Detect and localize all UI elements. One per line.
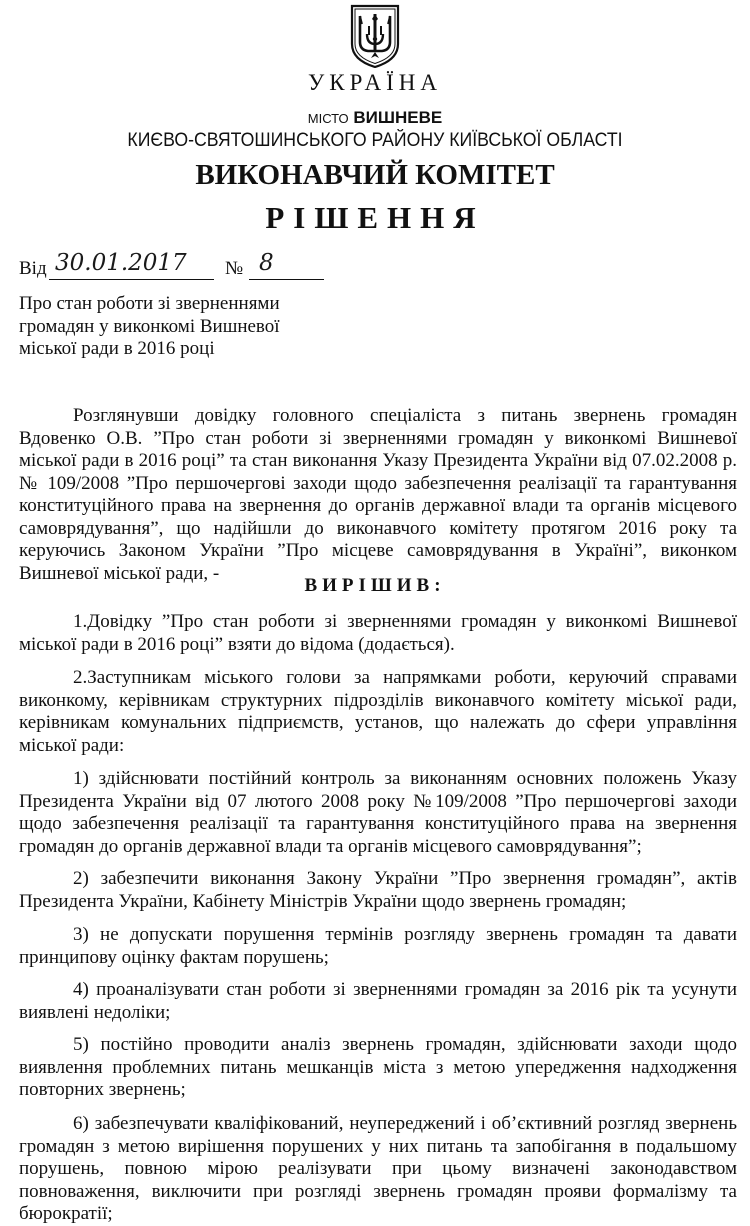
subitem-4-paragraph: 4) проаналізувати стан роботи зі зверненнями громадян за 2016 рік та усунути виявлені недоліки; xyxy=(19,979,737,1023)
document-type-title: РІШЕННЯ xyxy=(265,200,485,235)
number-underline xyxy=(249,279,324,280)
item-2-paragraph: 2.Заступникам міського голови за напрямками роботи, керуючий справами виконкому, керівникам структурних підрозділів виконавчого комітету міської ради, керівникам комунальних підприємств, установ, що належать до сфери управління міської ради: xyxy=(19,667,737,756)
subitem-6-paragraph: 6) забезпечувати кваліфікований, неупереджений і об’єктивний розгляд звернень громадян з метою вирішення порушених у них питань та запобігання в подальшому порушень, повною мірою реалізувати при цьому визначені законодавством повноваження, виключити при розгляді звернень громадян прояви формалізму та бюрократії; xyxy=(19,1113,737,1224)
date-number-line xyxy=(19,252,319,282)
number-handwritten: 8 xyxy=(259,250,274,276)
number-label: № xyxy=(225,258,244,279)
subitem-3-paragraph: 3) не допускати порушення термінів розгляду звернень громадян та давати принципову оцінку фактам порушень; xyxy=(19,924,737,968)
item-1-paragraph: 1.Довідку ”Про стан роботи зі зверненнями громадян у виконкомі Вишневої міської ради в 2016 році” взяти до відома (додається). xyxy=(19,611,737,655)
resolved-heading: ВИРІШИВ: xyxy=(304,575,446,596)
committee-title: ВИКОНАВЧИЙ КОМІТЕТ xyxy=(195,159,555,191)
subitem-5-paragraph: 5) постійно проводити аналіз звернень громадян, здійснювати заходи щодо виявлення проблемних питань мешканців міста з метою упередження надходження повторних звернень; xyxy=(19,1034,737,1100)
date-underline xyxy=(49,279,214,280)
city-line xyxy=(0,108,750,128)
country-name: УКРАЇНА xyxy=(308,70,442,95)
city-prefix: МІСТО xyxy=(307,111,349,126)
preamble-paragraph: Розглянувши довідку головного спеціаліста з питань звернень громадян Вдовенко О.В. ”Про стан роботи зі зверненнями громадян у виконкомі Вишневої міської ради в 2016 році” та стан виконання Указу Президента України від 07.02.2008 р. № 109/2008 ”Про першочергові заходи щодо забезпечення реалізації та гарантування конституційного права на звернення до органів державної влади та органів місцевого самоврядування”, що надійшли до виконавчого комітету протягом 2016 року та керуючись Законом України ”Про місцеве самоврядування в Україні”, виконком Вишневої міської ради, - xyxy=(19,405,737,584)
district-line: КИЄВО-СВЯТОШИНСЬКОГО РАЙОНУ КИЇВСЬКОЇ ОБЛАСТІ xyxy=(127,130,623,151)
subitem-2-paragraph: 2) забезпечити виконання Закону України ”Про звернення громадян”, актів Президента України, Кабінету Міністрів України щодо звернень громадян; xyxy=(19,868,737,912)
city-name: ВИШНЕВЕ xyxy=(353,108,443,127)
subitem-1-paragraph: 1) здійснювати постійний контроль за виконанням основних положень Указу Президента України від 07 лютого 2008 року №109/2008 ”Про першочергові заходи щодо забезпечення реалізації та гарантування конституційного права на звернення громадян до органів державної влади та органів місцевого самоврядування”; xyxy=(19,768,737,857)
document-subject: Про стан роботи зі зверненнями громадян у виконкомі Вишневої міської ради в 2016 році xyxy=(19,293,280,359)
date-handwritten: 30.01.2017 xyxy=(55,250,187,276)
date-label: Від xyxy=(19,258,47,279)
trident-coat-of-arms-icon xyxy=(349,4,401,68)
